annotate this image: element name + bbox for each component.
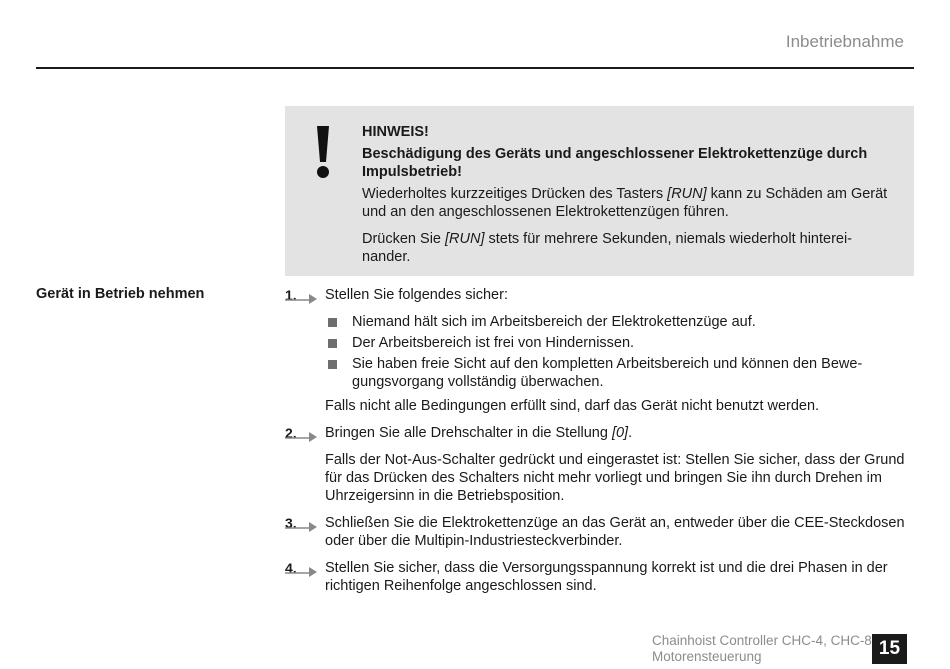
step-arrow-icon (285, 514, 319, 532)
step-arrow-icon (285, 424, 319, 442)
step-number: 2. (285, 424, 319, 442)
list-item: Der Arbeitsbereich ist frei von Hindernissen. (325, 334, 914, 352)
step-text: Schließen Sie die Elektrokettenzüge an das Gerät an, entweder über die CEE-Steckdosen oder über die Multipin-Industriesteckverbinder. (325, 515, 905, 549)
run-key-ref: [RUN] (445, 231, 485, 247)
footer-product (652, 633, 872, 664)
notice-heading: Beschädigung des Geräts und angeschlossener Elektrokettenzüge durch Impulsbetrieb! (362, 146, 868, 180)
bullet-square-icon (328, 318, 337, 327)
step-1 (285, 286, 914, 415)
step-number: 3. (285, 514, 319, 532)
header-rule (36, 67, 914, 69)
step-number: 4. (285, 559, 319, 577)
step-note: Falls der Not-Aus-Schalter gedrückt und eingerastet ist: Stellen Sie sicher, dass der Grund für das Drücken des Schalters nicht mehr vorliegt und bringen Sie ihn durch Drehen im Uhrzeigersinn in die Betriebsposition. (325, 452, 905, 504)
bullet-square-icon (328, 339, 337, 348)
notice-paragraph-2: Drücken Sie [RUN] stets für mehrere Sekunden, niemals wiederholt hinterei-nander. (362, 231, 853, 265)
page-number: 15 (872, 634, 907, 664)
notice-box (285, 106, 914, 276)
step-3 (285, 514, 914, 550)
page-header-title: Inbetriebnahme (785, 32, 904, 51)
step-text: Bringen Sie alle Drehschalter in die Stellung [0]. (325, 425, 633, 441)
footer-product-name: Chainhoist Controller CHC-4, CHC-8 (652, 633, 872, 648)
list-item: Niemand hält sich im Arbeitsbereich der Elektrokettenzüge auf. (325, 313, 914, 331)
notice-label: HINWEIS! (362, 124, 429, 140)
steps-list (285, 286, 914, 595)
step-arrow-icon (285, 286, 319, 304)
section-label: Gerät in Betrieb nehmen (36, 286, 205, 302)
step-note: Falls nicht alle Bedingungen erfüllt sind, darf das Gerät nicht benutzt werden. (325, 398, 820, 414)
step-text: Stellen Sie sicher, dass die Versorgungsspannung korrekt ist und die drei Phasen in der richtigen Reihenfolge angeschlossen sind. (325, 560, 888, 594)
condition-list (325, 313, 914, 391)
step-4 (285, 559, 914, 595)
run-key-ref: [RUN] (667, 186, 707, 202)
step-number: 1. (285, 286, 319, 304)
notice-paragraph-1: Wiederholtes kurzzeitiges Drücken des Tasters [RUN] kann zu Schäden am Gerät und an den angeschlossenen Elektrokettenzügen führen. (362, 186, 888, 220)
exclamation-icon (313, 124, 333, 180)
list-item: Sie haben freie Sicht auf den kompletten Arbeitsbereich und können den Bewe-gungsvorgang vollständig überwachen. (325, 355, 914, 391)
step-text: Stellen Sie folgendes sicher: (325, 287, 508, 303)
bullet-square-icon (328, 360, 337, 369)
footer-subtitle: Motorensteuerung (652, 648, 762, 664)
step-arrow-icon (285, 559, 319, 577)
step-2 (285, 424, 914, 505)
